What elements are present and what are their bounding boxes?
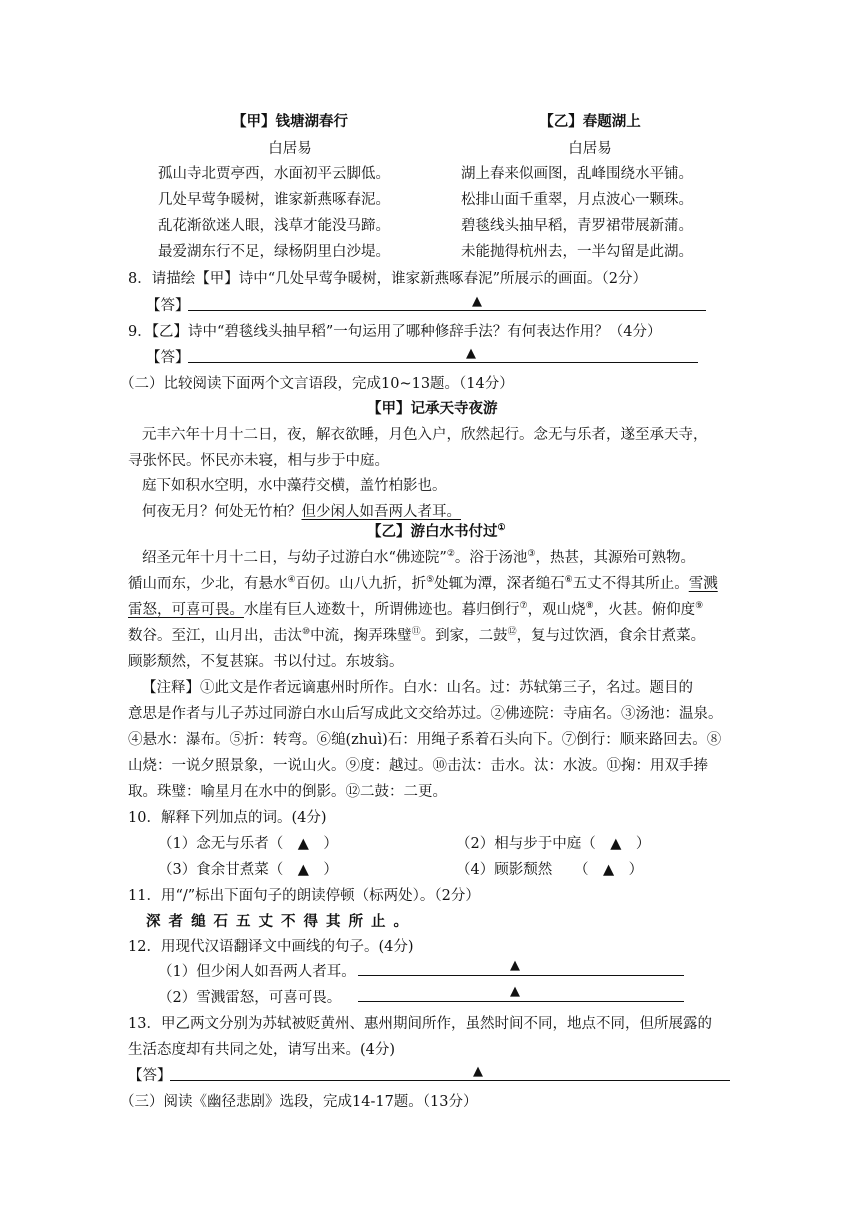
text-b-title-text: 【乙】游白水书付过 — [367, 523, 498, 540]
text-b-span: 处辄为潭，深者缒石 — [434, 576, 565, 592]
question-13: 13．甲乙两文分别为苏轼被贬黄州、惠州期间所作，虽然时间不同，地点不同，但所展露的 — [128, 1016, 712, 1032]
text-b-span: 。浴于汤池 — [454, 550, 528, 566]
text-b-span: 。到家，二鼓 — [420, 628, 508, 644]
text-b-span: ，复与过饮酒，食余甘煮菜。 — [516, 628, 706, 644]
triangle-marker: ▲ — [466, 346, 476, 361]
question-9: 9．【乙】诗中“碧毯线头抽早稻”一句运用了哪种修辞手法？有何表达作用？（4分） — [128, 324, 662, 340]
text-b-line: 顾影颓然，不复甚寐。书以付过。东坡翁。 — [128, 654, 404, 670]
text-b-span: 中流，掬弄珠璧 — [310, 628, 412, 644]
text-b-span: ，热甚，其源殆可熟物。 — [535, 550, 695, 566]
question-13: 生活态度却有共同之处，请写出来。(4分) — [128, 1042, 396, 1058]
text-b-span: 水崖有巨人迹数十，所谓佛迹也。暮归倒行 — [244, 602, 520, 618]
text-b-span: 五丈不得其所止。 — [572, 576, 689, 592]
notes-line: 取。珠璧：喻星月在水中的倒影。⑫二鼓：二更。 — [128, 784, 447, 800]
answer-line-8[interactable] — [188, 310, 706, 311]
poem-a-title: 【甲】钱塘湖春行 — [232, 113, 348, 130]
text-b-span: 百仞。山八九折，折 — [295, 576, 427, 592]
notes-line: ④悬水：瀑布。⑤折：转弯。⑥缒(zhuì)石：用绳子系着石头向下。⑦倒行：顺来路回去。⑧ — [128, 732, 722, 748]
text-a-line — [142, 500, 461, 521]
question-11: 11．用“/”标出下面句子的朗读停顿（标两处）。（2分） — [128, 888, 480, 904]
text-b-line: 雷怒，可喜可畏。水崖有巨人迹数十，所谓佛迹也。暮归倒行⑦，观山烧⑧，火甚。俯仰度⑨ — [128, 601, 704, 618]
text-b-line: 循山而东，少北，有悬水④百仞。山八九折，折⑤处辄为潭，深者缒石⑥五丈不得其所止。雪溅 — [128, 575, 718, 592]
text-b-span: ，火甚。俯仰度 — [593, 602, 696, 618]
text-b-line: 数谷。至江，山月出，击汰⑩中流，掬弄珠璧⑪。到家，二鼓⑫，复与过饮酒，食余甘煮菜。 — [128, 627, 706, 644]
text-a-title: 【甲】记承天寺夜游 — [367, 400, 498, 417]
text-b-line: 绍圣元年十月十二日，与幼子过游白水“佛迹院”②。浴于汤池③，热甚，其源殆可熟物。 — [142, 549, 695, 566]
q12-item-2: （2）雪溅雷怒，可喜可畏。 — [158, 990, 342, 1006]
text-a-sentence: 何夜无月？何处无竹柏？ — [142, 504, 302, 520]
text-b-span: ，观山烧 — [527, 602, 586, 618]
question-10: 10．解释下列加点的词。(4分) — [128, 810, 327, 826]
underlined-sentence-2b: 雷怒，可喜可畏。 — [128, 602, 244, 618]
question-12: 12．用现代汉语翻译文中画线的句子。(4分) — [128, 939, 414, 955]
triangle-marker: ▲ — [473, 1064, 483, 1079]
triangle-marker: ▲ — [510, 958, 520, 973]
triangle-marker: ▲ — [472, 294, 482, 309]
text-a-line: 元丰六年十月十二日，夜，解衣欲睡，月色入户，欣然起行。念无与乐者，遂至承天寺， — [142, 427, 708, 443]
answer-line-12-1[interactable] — [358, 975, 684, 976]
q10-item: （1）念无与乐者（ ▲ ） — [158, 836, 338, 852]
notes-line: 【注释】①此文是作者远谪惠州时所作。白水：山名。过：苏轼第三子，名过。题目的 — [142, 680, 693, 696]
answer-line-9[interactable] — [188, 362, 698, 363]
section-2-heading: （二）比较阅读下面两个文言语段，完成10~13题。（14分） — [120, 376, 514, 392]
q12-item-1: （1）但少闲人如吾两人者耳。 — [158, 964, 356, 980]
answer-line-13[interactable] — [170, 1080, 730, 1081]
q10-item: （4）顾影颓然 （ ▲ ） — [456, 862, 644, 878]
q11-sentence: 深者缒石五丈不得其所止。 — [146, 913, 416, 930]
poem-b-author: 白居易 — [568, 141, 612, 157]
poem-a-author: 白居易 — [268, 141, 312, 157]
poem-b-line: 松排山面千重翠，月点波心一颗珠。 — [461, 192, 693, 208]
notes-line: 山烧：一说夕照景象，一说山火。⑨度：越过。⑩击汰：击水。汰：水波。⑪掬：用双手捧 — [128, 758, 708, 774]
poem-b-line: 碧毯线头抽早稻，青罗裙带展新蒲。 — [461, 218, 693, 234]
text-b-title: 【乙】游白水书付过① — [367, 523, 506, 540]
question-8: 8．请描绘【甲】诗中“几处早莺争暖树，谁家新燕啄春泥”所展示的画面。（2分） — [128, 271, 648, 287]
text-a-line: 寻张怀民。怀民亦未寝，相与步于中庭。 — [128, 453, 389, 469]
answer-line-12-2[interactable] — [358, 1001, 684, 1002]
q10-item: （3）食余甘煮菜（ ▲ ） — [158, 862, 338, 878]
triangle-marker: ▲ — [510, 984, 520, 999]
poem-a-line: 几处早莺争暖树，谁家新燕啄春泥。 — [158, 192, 390, 208]
answer-label: 【答】 — [146, 350, 190, 366]
answer-label: 【答】 — [146, 298, 190, 314]
poem-b-line: 未能抛得杭州去，一半勾留是此湖。 — [461, 244, 693, 260]
text-b-span: 循山而东，少北，有悬水 — [128, 576, 288, 592]
answer-label: 【答】 — [128, 1068, 172, 1084]
section-3-heading: （三）阅读《幽径悲剧》选段，完成14-17题。（13分） — [120, 1094, 478, 1110]
q10-item: （2）相与步于中庭（ ▲ ） — [456, 836, 651, 852]
underlined-sentence-2a: 雪溅 — [688, 576, 718, 592]
notes-line: 意思是作者与儿子苏过同游白水山后写成此文交给苏过。②佛迹院：寺庙名。③汤池：温泉。 — [128, 706, 723, 722]
poem-b-title: 【乙】春题湖上 — [539, 113, 641, 130]
text-b-span: 绍圣元年十月十二日，与幼子过游白水“佛迹院” — [142, 550, 447, 566]
text-b-span: 数谷。至江，山月出，击汰 — [128, 628, 302, 644]
poem-a-line: 最爱湖东行不足，绿杨阴里白沙堤。 — [158, 244, 390, 260]
poem-b-line: 湖上春来似画图，乱峰围绕水平铺。 — [461, 166, 693, 182]
poem-a-line: 孤山寺北贾亭西，水面初平云脚低。 — [158, 166, 390, 182]
underlined-sentence-1: 但少闲人如吾两人者耳。 — [301, 504, 461, 520]
poem-a-line: 乱花渐欲迷人眼，浅草才能没马蹄。 — [158, 218, 390, 234]
text-a-line: 庭下如积水空明，水中藻荇交横，盖竹柏影也。 — [142, 478, 447, 494]
